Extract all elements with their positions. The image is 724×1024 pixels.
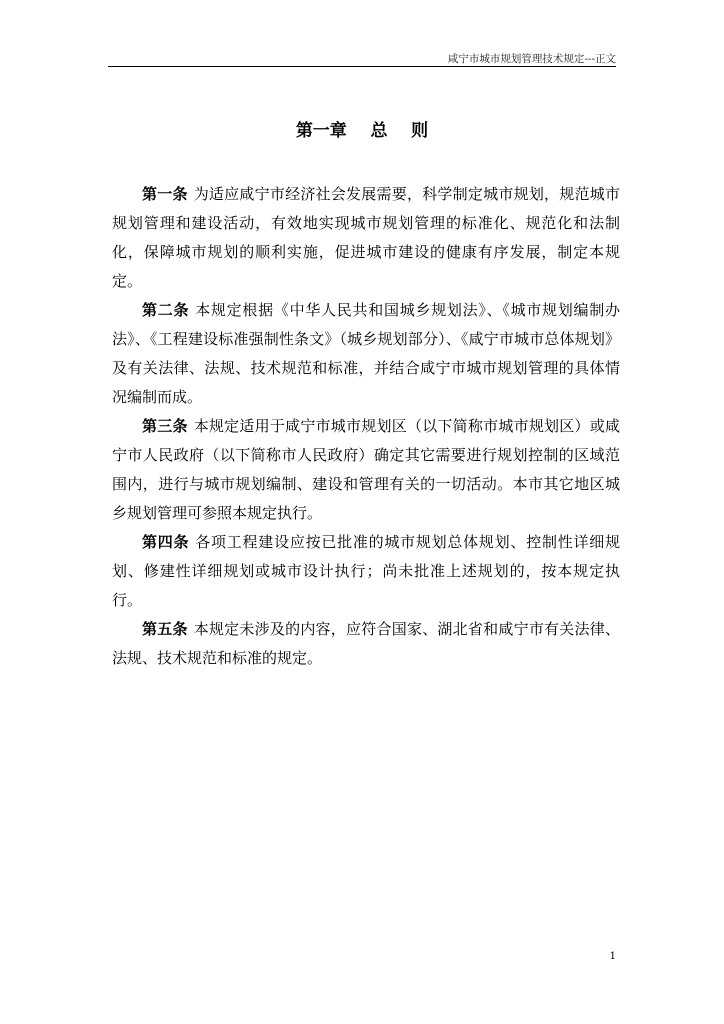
article-5 — [112, 615, 620, 673]
article-text: 本规定适用于咸宁市城市规划区（以下简称市城市规划区）或咸宁市人民政府（以下简称市人民政府）确定其它需要进行规划控制的区域范围内，进行与城市规划编制、建设和管理有关的一切活动。本市其它地区城乡规划管理可参照本规定执行。 — [112, 417, 620, 522]
article-1 — [112, 180, 620, 296]
article-text: 为适应咸宁市经济社会发展需要，科学制定城市规划，规范城市规划管理和建设活动，有效地实现城市规划管理的标准化、规范化和法制化，保障城市规划的顺利实施，促进城市建设的健康有序发展，制定本规定。 — [112, 185, 620, 290]
article-4 — [112, 528, 620, 615]
article-text: 本规定根据《中华人民共和国城乡规划法》、《城市规划编制办法》、《工程建设标准强制性条文》（城乡规划部分）、《咸宁市城市总体规划》及有关法律、法规、技术规范和标准，并结合咸宁市城市规划管理的具体情况编制而成。 — [112, 301, 620, 406]
article-label: 第四条 — [142, 533, 190, 551]
article-label: 第一条 — [142, 185, 188, 203]
article-label: 第五条 — [142, 620, 188, 638]
document-body — [112, 180, 620, 673]
chapter-title: 第一章 总 则 — [295, 121, 429, 141]
running-header: 咸宁市城市规划管理技术规定---正文 — [447, 53, 616, 65]
article-text: 各项工程建设应按已批准的城市规划总体规划、控制性详细规划、修建性详细规划或城市设计执行；尚未批准上述规划的，按本规定执行。 — [112, 533, 620, 609]
article-label: 第三条 — [142, 417, 188, 435]
article-label: 第二条 — [142, 301, 190, 319]
article-text: 本规定未涉及的内容，应符合国家、湖北省和咸宁市有关法律、法规、技术规范和标准的规定。 — [112, 620, 620, 667]
article-3 — [112, 412, 620, 528]
header-divider — [108, 66, 616, 67]
page-number: 1 — [609, 951, 616, 962]
article-2 — [112, 296, 620, 412]
